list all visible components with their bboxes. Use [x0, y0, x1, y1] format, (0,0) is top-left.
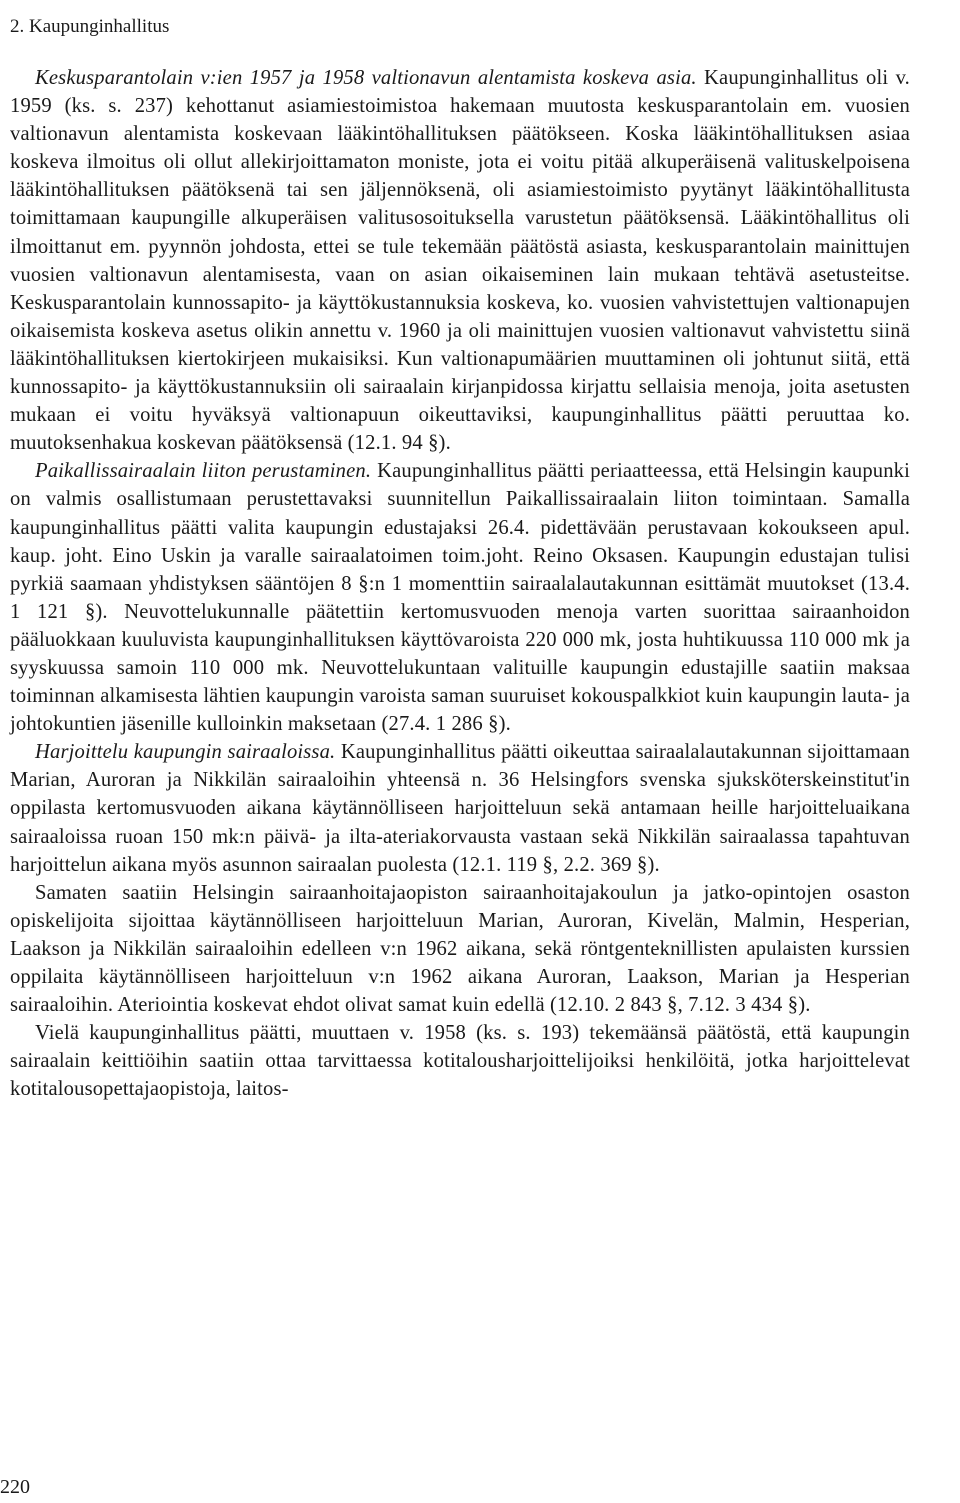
paragraph-text: Kaupunginhallitus oli v. 1959 (ks. s. 237) kehottanut asiamiestoimistoa hakemaan muutosta keskusparantolain em. vuosien valtionavun alentamista koskevaan lääkintöhallituksen päätökseen. Koska lääkintöhallituksen asiaa koskeva ilmoitus oli ollut allekirjoittamaton moniste, jota ei voitu pitää alkuperäisenä valituskelpoisena lääkintöhallituksen päätöksenä tai sen jäljennöksenä, oli asiamiestoimisto pyytänyt lääkintöhallitusta toimittamaan kaupungille alkuperäisen valitusosoituksella varustetun päätöksensä. Lääkintöhallitus oli ilmoittanut em. pyynnön johdosta, ettei se tule tekemään päätöstä asiasta, keskusparantolain mainittujen vuosien valtionavun alentamisesta, vaan on asian oikaiseminen lain mukaan tehtävä asetusteitse. Keskusparantolain kunnossapito- ja käyttökustannuksia koskeva, ko. vuosien vahvistettujen valtionapujen oikaisemista koskeva asetus olikin annettu v. 1960 ja oli mainittujen vuosien valtionavut vahvistettu siinä lääkintöhallituksen kiertokirjeen mukaisiksi. Kun valtionapumäärien muuttaminen oli johtunut siitä, että kunnossapito- ja käyttökustannuksiin oli sairaalain kirjanpidossa kirjattu sellaisia menoja, joita asetusten mukaan ei voitu hyväksyä valtionapuun oikeuttaviksi, kaupunginhallitus päätti peruuttaa ko. muutoksenhakua koskevan päätöksensä (12.1. 94 §).	[10, 67, 910, 455]
paragraph-keskusparantola	[10, 64, 910, 457]
paragraph-kotitalousharjoittelu	[10, 1019, 910, 1103]
paragraph-text: Samaten saatiin Helsingin sairaanhoitajaopiston sairaanhoitajakoulun ja jatko-opintojen osaston opiskelijoita sijoittaa käytännölliseen harjoitteluun Marian, Auroran, Kivelän, Malmin, Hesperian, Laakson ja Nikkilän sairaaloihin edelleen v:n 1962 aikana, sekä röntgenteknillisten apulaisten kurssien oppilaita käytännölliseen harjoitteluun v:n 1962 aikana Auroran, Laakson, Marian ja Hesperian sairaaloihin. Ateriointia koskevat ehdot olivat samat kuin edellä (12.10. 2 843 §, 7.12. 3 434 §).	[10, 881, 910, 1017]
paragraph-title: Paikallissairaalain liiton perustaminen.	[35, 460, 372, 483]
paragraph-paikallissairaalain-liitto	[10, 457, 910, 738]
paragraph-sairaanhoitajaopisto	[10, 879, 910, 1019]
running-head: 2. Kaupunginhallitus	[10, 16, 170, 37]
paragraph-harjoittelu	[10, 738, 910, 878]
paragraph-title: Harjoittelu kaupungin sairaaloissa.	[35, 741, 336, 764]
body-text	[10, 64, 910, 1103]
paragraph-text: Kaupunginhallitus päätti periaatteessa, että Helsingin kaupunki on valmis osallistumaan perustettavaksi suunnitellun Paikallissairaalain liiton toimintaan. Samalla kaupunginhallitus päätti valita kaupungin edustajaksi 26.4. pidettävään perustavaan kokoukseen apul. kaup. joht. Eino Uskin ja varalle sairaalatoimen toim.joht. Reino Oksasen. Kaupungin edustajan tulisi pyrkiä saamaan yhdistyksen sääntöjen 8 §:n 1 momenttiin sairaalalautakunnan esittämät muutokset (13.4. 1 121 §). Neuvottelukunnalle päätettiin kertomusvuoden menoja varten suorittaa sairaanhoidon pääluokkaan kuuluvista kaupunginhallituksen käyttövaroista 220 000 mk, josta huhtikuussa 110 000 mk ja syyskuussa samoin 110 000 mk. Neuvottelukuntaan valituille kaupungin edustajille saatiin maksaa toiminnan alkamisesta lähtien kaupungin varoista saman suuruiset kokouspalkkiot kuin kaupungin lauta- ja johtokuntien jäsenille kulloinkin maksetaan (27.4. 1 286 §).	[10, 460, 910, 736]
paragraph-title: Keskusparantolain v:ien 1957 ja 1958 valtionavun alentamista koskeva asia.	[35, 67, 697, 89]
paragraph-text: Vielä kaupunginhallitus päätti, muuttaen v. 1958 (ks. s. 193) tekemäänsä päätöstä, että kaupungin sairaalain keittiöihin saatiin ottaa tarvittaessa kotitalousharjoittelijoiksi henkilöitä, jotka harjoittelevat kotitalousopettajaopistoja, laitos-	[10, 1022, 910, 1101]
page-number: 220	[0, 1476, 30, 1498]
paragraph-text: Kaupunginhallitus päätti oikeuttaa sairaalalautakunnan sijoittamaan Marian, Auroran ja Nikkilän sairaaloihin yhteensä n. 36 Helsingfors svenska sjuksköterskeinstitut'in oppilasta kertomusvuoden aikana käytännölliseen harjoitteluun sekä antamaan heille harjoitteluaikana sairaaloissa ruoan 150 mk:n päivä- ja ilta-ateriakorvausta vastaan sekä Nikkilän sairaalassa tapahtuvan harjoittelun aikana myös asunnon sairaalan puolesta (12.1. 119 §, 2.2. 369 §).	[10, 741, 910, 876]
